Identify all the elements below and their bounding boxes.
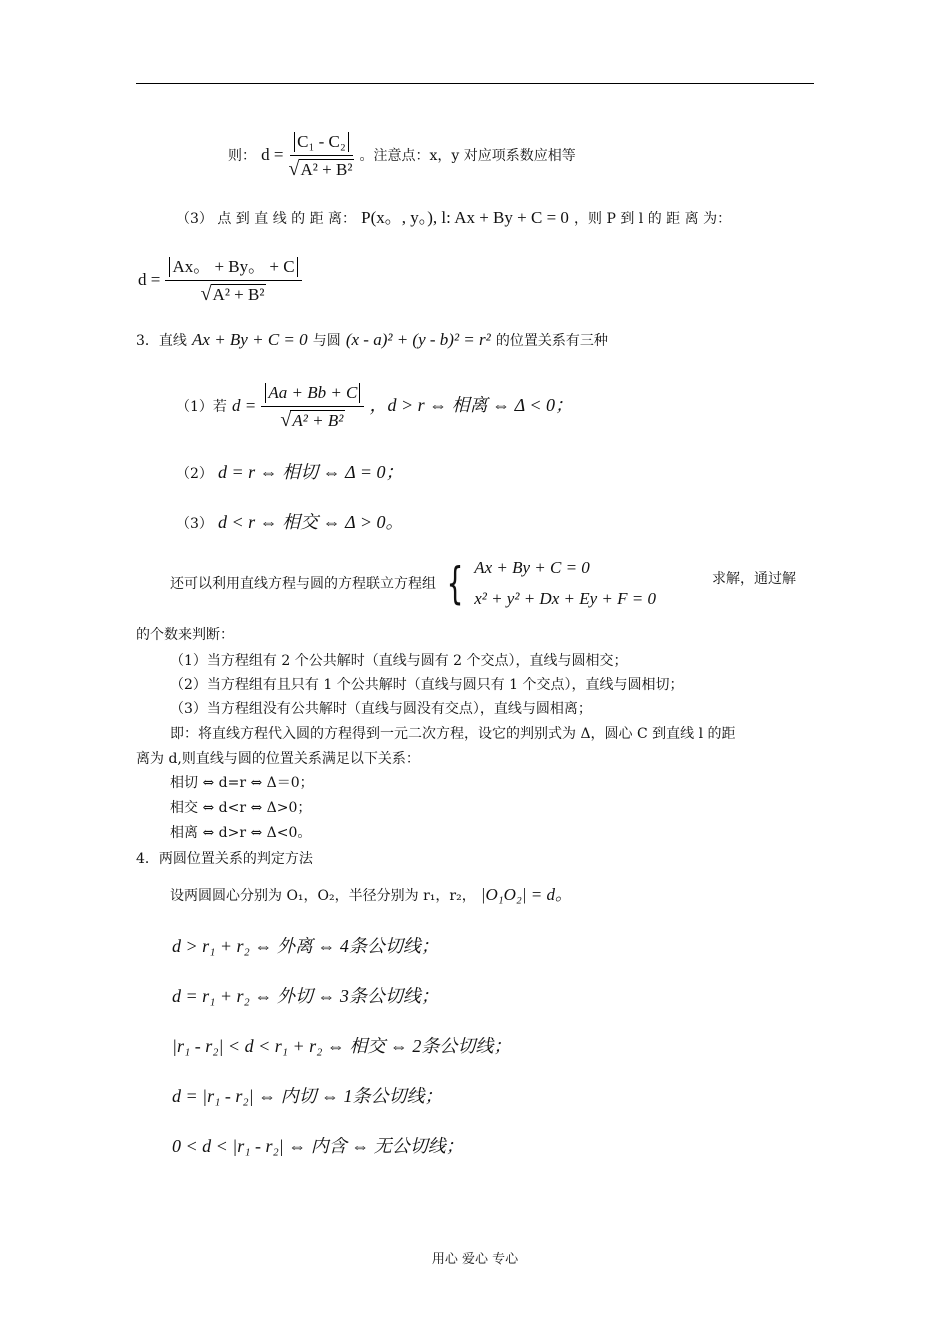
circle-case: d = r₁ + r₂ ⇔ 外切 ⇔ 3条公切线； [172, 986, 439, 1006]
case2-line [176, 458, 404, 484]
section3-mid: 与圆 [312, 333, 341, 349]
section3-circle-eq: (x - a)² + (y - b)² = r² [345, 330, 491, 349]
case1-label: （1）若 [176, 399, 227, 416]
case3-line [176, 508, 404, 534]
circle-case: d > r₁ + r₂ ⇔ 外离 ⇔ 4条公切线； [172, 936, 439, 956]
relation-item: 相交 ⇔ d<r ⇔ Δ>0； [170, 800, 312, 816]
case3-label: （3） [176, 516, 213, 532]
relation-item: 相离 ⇔ d>r ⇔ Δ<0。 [170, 825, 312, 841]
parallel-fraction: C₁ - C₂ √ A² + B² [288, 132, 353, 180]
case2-label: （2） [176, 466, 213, 482]
case2-relation: d = r ⇔ 相切 ⇔ Δ = 0； [218, 462, 404, 482]
system-suffix: 求解，通过解 [712, 571, 796, 587]
system-eq1: Ax + By + C = 0 [474, 558, 590, 577]
point-line-label: （3） 点 到 直 线 的 距 离： [176, 211, 357, 227]
list-item: （3）当方程组没有公共解时（直线与圆没有交点），直线与圆相离； [170, 701, 592, 717]
relation-item: 相切 ⇔ d=r ⇔ Δ＝0； [170, 775, 314, 791]
point-line-formula: P(x。, y。), l: Ax + By + C = 0 [361, 208, 569, 227]
system-continuation: 的个数来判断： [136, 627, 234, 643]
point-line-distance [138, 257, 302, 304]
section3-title-suffix: 的位置关系有三种 [495, 333, 608, 349]
explanation-line-1: 即：将直线方程代入圆的方程得到一元二次方程，设它的判别式为 Δ，圆心 C 到直线 l 的距 [170, 726, 736, 742]
case1-denominator: A² + B² [292, 410, 344, 430]
system-equations [474, 553, 656, 614]
section3-title [136, 330, 608, 350]
parallel-distance-line [228, 132, 576, 179]
explanation-line-2: 离为 d,则直线与圆的位置关系满足以下关系： [136, 751, 420, 767]
case1-numerator: Aa + Bb + C [265, 383, 360, 403]
circle-case: 0 < d < |r₁ - r₂| ⇔ 内含 ⇔ 无公切线； [172, 1136, 464, 1156]
parallel-prefix: 则： [228, 148, 256, 165]
section4-title: 4．两圆位置关系的判定方法 [136, 851, 313, 867]
point-line-d-eq: d = [138, 270, 161, 290]
system-brace-icon: { [446, 557, 464, 609]
system-line [170, 553, 656, 614]
point-line-denominator: A² + B² [212, 284, 265, 304]
list-item: （1）当方程组有 2 个公共解时（直线与圆有 2 个交点），直线与圆相交； [170, 653, 628, 669]
parallel-d-eq: d = [261, 145, 284, 165]
point-line-numerator: Ax。 + By。 + C [169, 257, 297, 277]
section4-intro-formula: |O₁O₂| = d。 [480, 885, 572, 904]
case1-fraction: Aa + Bb + C √ A² + B² [261, 383, 364, 430]
page-footer: 用心 爱心 专心 [431, 1252, 519, 1267]
circle-case: |r₁ - r₂| < d < r₁ + r₂ ⇔ 相交 ⇔ 2条公切线； [172, 1036, 512, 1056]
case1-d-eq: d = [232, 396, 257, 416]
section3-title-prefix: 3．直线 [136, 333, 187, 349]
point-line-suffix: ，则 P 到 l 的 距 离 为： [574, 211, 732, 227]
circle-case: d = |r₁ - r₂| ⇔ 内切 ⇔ 1条公切线； [172, 1086, 443, 1106]
point-line-fraction: Ax。 + By。 + C √ A² + B² [165, 257, 301, 304]
point-line-heading [176, 203, 731, 228]
case1-line [176, 383, 573, 430]
list-item: （2）当方程组有且只有 1 个公共解时（直线与圆只有 1 个交点），直线与圆相切； [170, 677, 684, 693]
section3-line-eq: Ax + By + C = 0 [192, 330, 308, 349]
case3-relation: d < r ⇔ 相交 ⇔ Δ > 0。 [218, 512, 404, 532]
system-intro: 还可以利用直线方程与圆的方程联立方程组 [170, 576, 436, 593]
section4-intro [170, 880, 572, 905]
parallel-numerator: C₁ - C₂ [294, 132, 349, 152]
case1-relation: ，d > r ⇔ 相离 ⇔ Δ < 0； [369, 395, 574, 416]
parallel-denominator: A² + B² [300, 159, 353, 179]
system-eq2: x² + y² + Dx + Ey + F = 0 [474, 588, 656, 608]
header-rule [136, 83, 814, 84]
section4-intro-text: 设两圆圆心分别为 O₁，O₂，半径分别为 r₁，r₂， [170, 888, 476, 904]
parallel-note: 。注意点：x，y 对应项系数应相等 [359, 148, 576, 165]
